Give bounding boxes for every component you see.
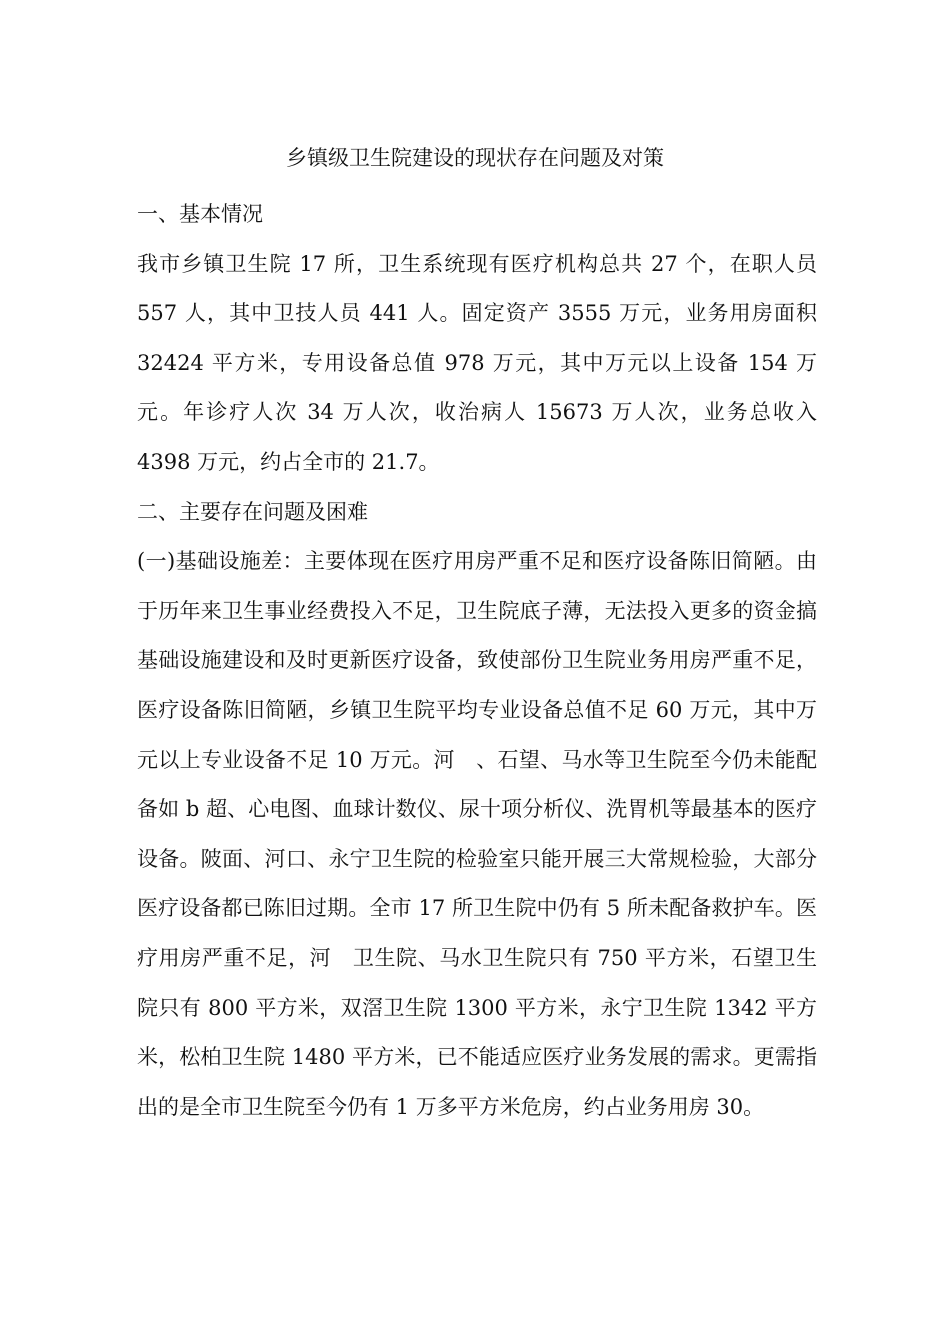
document-body [137,190,817,1132]
section-1-paragraph: 我市乡镇卫生院 17 所，卫生系统现有医疗机构总共 27 个，在职人员 557 人，其中卫技人员 441 人。固定资产 3555 万元，业务用房面积 32424 平方米，专用设备总值 978 万元，其中万元以上设备 154 万元。年诊疗人次 34 万人次，收治病人 15673 万人次，业务总收入 4398 万元，约占全市的 21.7。 [137,251,817,474]
section-1-heading: 一、基本情况 [137,202,263,226]
section-2-heading: 二、主要存在问题及困难 [137,499,368,524]
section-2-paragraph: (一)基础设施差：主要体现在医疗用房严重不足和医疗设备陈旧简陋。由于历年来卫生事业经费投入不足，卫生院底子薄，无法投入更多的资金搞基础设施建设和及时更新医疗设备，致使部份卫生院业务用房严重不足，医疗设备陈旧简陋，乡镇卫生院平均专业设备总值不足 60 万元，其中万元以上专业设备不足 10 万元。河 、石望、马水等卫生院至今仍未能配备如 b 超、心电图、血球计数仪、尿十项分析仪、洗胃机等最基本的医疗设备。陂面、河口、永宁卫生院的检验室只能开展三大常规检验，大部分医疗设备都已陈旧过期。全市 17 所卫生院中仍有 5 所未配备救护车。医疗用房严重不足，河 卫生院、马水卫生院只有 750 平方米，石望卫生院只有 800 平方米，双滘卫生院 1300 平方米，永宁卫生院 1342 平方米，松柏卫生院 1480 平方米，已不能适应医疗业务发展的需求。更需指出的是全市卫生院至今仍有 1 万多平方米危房，约占业务用房 30。 [137,549,817,1119]
document-title: 乡镇级卫生院建设的现状存在问题及对策 [286,146,664,170]
